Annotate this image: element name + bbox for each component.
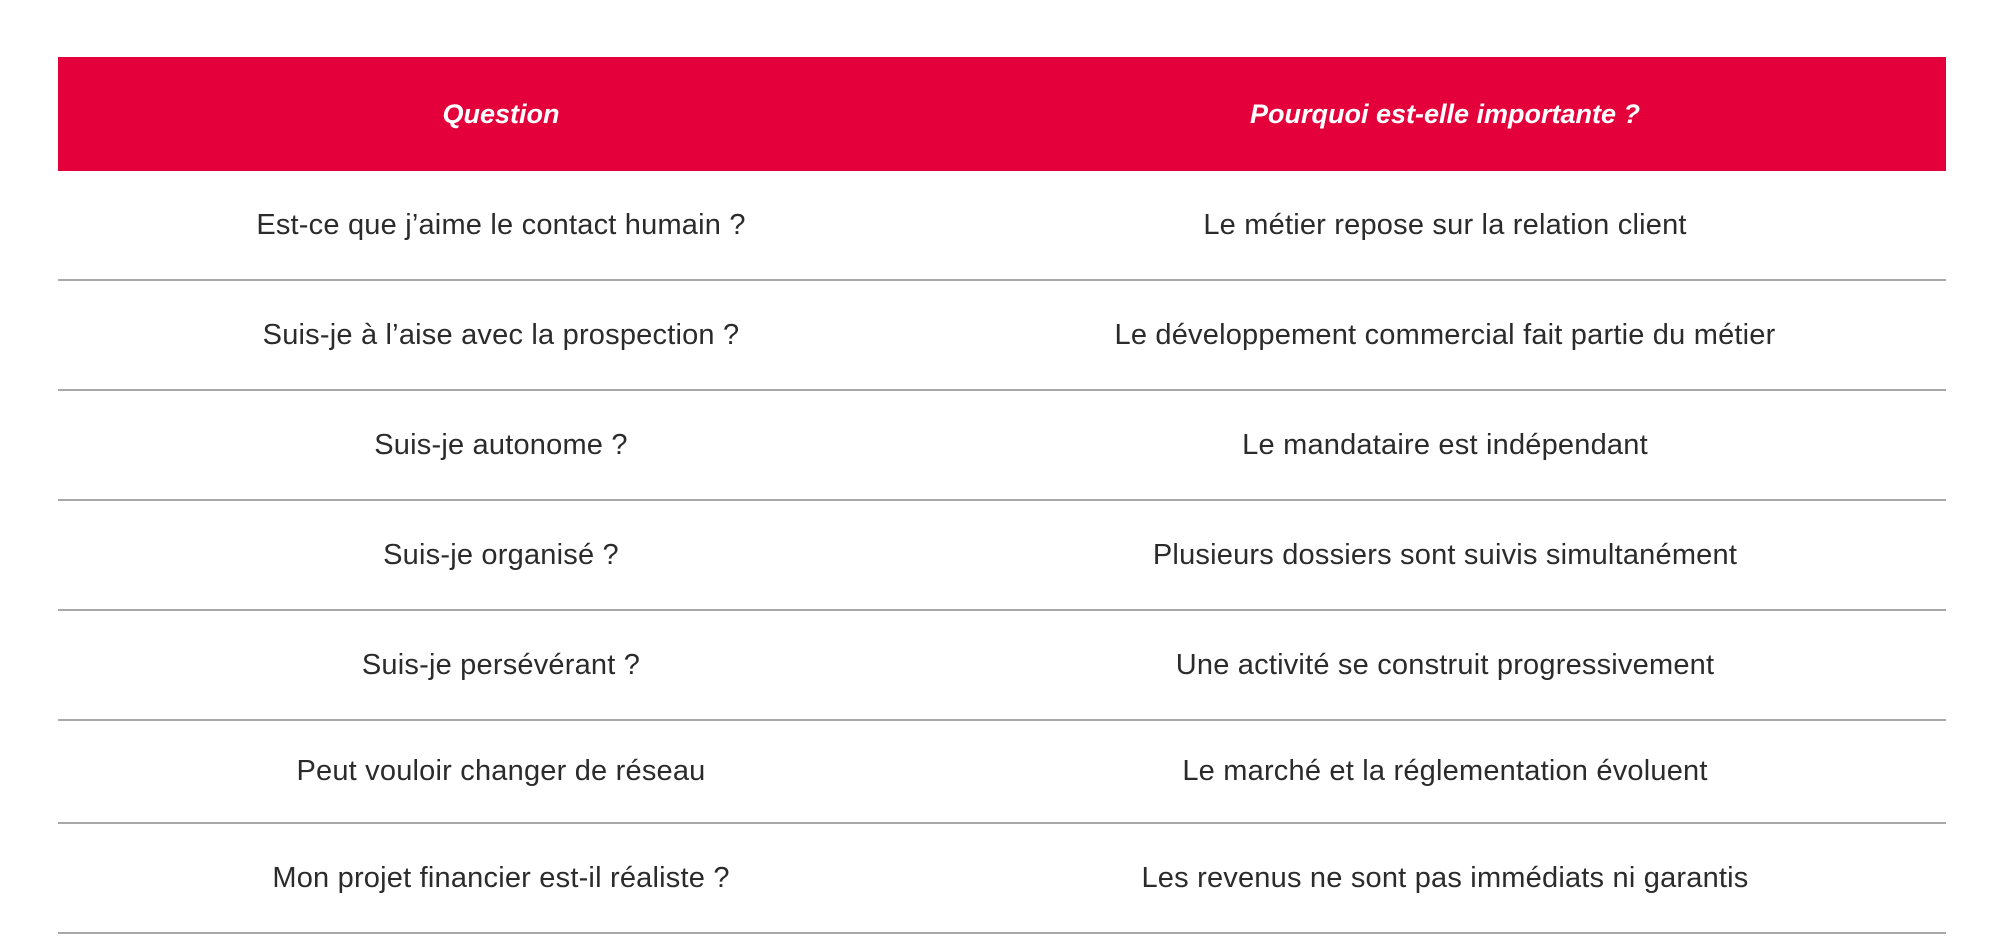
- reason-cell: Le marché et la réglementation évoluent: [1182, 755, 1708, 787]
- reason-cell: Le développement commercial fait partie du métier: [1114, 318, 1776, 351]
- reason-cell: Le mandataire est indépendant: [1242, 428, 1648, 461]
- question-cell: Peut vouloir changer de réseau: [296, 755, 706, 787]
- reason-cell: Les revenus ne sont pas immédiats ni garantis: [1141, 861, 1749, 894]
- table-row: [58, 391, 1946, 501]
- reason-cell: Le métier repose sur la relation client: [1203, 208, 1687, 241]
- table-header: [58, 57, 1946, 171]
- question-cell: Suis-je persévérant ?: [361, 648, 641, 681]
- reason-cell: Plusieurs dossiers sont suivis simultanément: [1152, 538, 1738, 571]
- table-row: [58, 501, 1946, 611]
- table-row: [58, 171, 1946, 281]
- column-header-reason: Pourquoi est-elle importante ?: [1249, 98, 1641, 129]
- question-cell: Suis-je organisé ?: [383, 538, 619, 571]
- question-cell: Suis-je à l’aise avec la prospection ?: [262, 318, 740, 351]
- question-cell: Est-ce que j’aime le contact humain ?: [256, 208, 746, 241]
- table-row: [58, 611, 1946, 721]
- questions-table: [58, 57, 1946, 934]
- table-row: [58, 721, 1946, 824]
- table-row: [58, 281, 1946, 391]
- table-row: [58, 824, 1946, 934]
- question-cell: Suis-je autonome ?: [374, 428, 628, 461]
- question-cell: Mon projet financier est-il réaliste ?: [272, 861, 730, 894]
- reason-cell: Une activité se construit progressivement: [1175, 648, 1715, 681]
- column-header-question: Question: [442, 98, 560, 129]
